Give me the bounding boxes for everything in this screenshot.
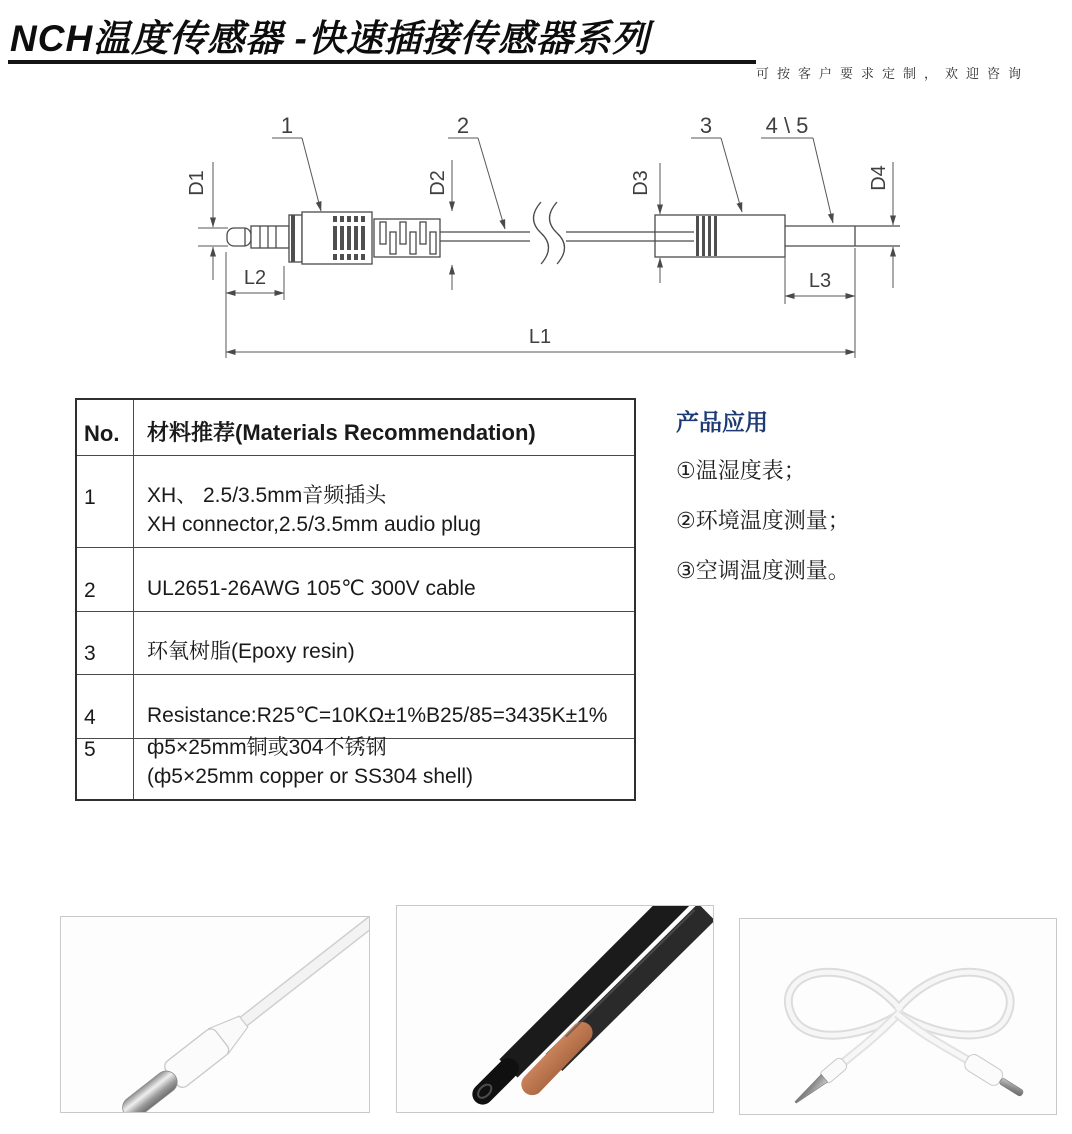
white-probe-sensor-image xyxy=(61,917,369,1112)
row-material-line1: UL2651-26AWG 105℃ 300V cable xyxy=(147,577,476,600)
table-header-row xyxy=(77,400,634,455)
svg-text:4 \ 5: 4 \ 5 xyxy=(765,113,809,138)
row-no: 5 xyxy=(77,739,134,799)
photo-white-cable-with-plug-and-probe xyxy=(739,918,1057,1115)
table-row xyxy=(77,738,634,799)
svg-text:D1: D1 xyxy=(186,170,208,196)
application-item: ②环境温度测量； xyxy=(676,508,850,533)
row-material-line2: (ф5×25mm copper or SS304 shell) xyxy=(147,765,474,788)
white-cable-bow-image xyxy=(740,919,1056,1114)
row-no: 1 xyxy=(77,456,134,547)
cable-break-wave xyxy=(550,202,565,264)
photo-white-probe-sensor xyxy=(60,916,370,1113)
sensor-dimension-diagram xyxy=(0,95,1072,365)
copper-and-epoxy-sensors-image xyxy=(397,906,713,1112)
plug-strain-relief xyxy=(374,219,440,257)
row-no: 2 xyxy=(77,548,134,611)
audio-plug-drawing xyxy=(227,212,440,264)
application-item: ③空调温度测量。 xyxy=(676,558,850,583)
row-material-line2: XH connector,2.5/3.5mm audio plug xyxy=(147,513,481,536)
row-material-line1: 环氧树脂(Epoxy resin) xyxy=(147,640,355,663)
materials-table xyxy=(75,398,636,801)
row-material-line1: XH、 2.5/3.5mm音频插头 xyxy=(147,484,387,507)
cable-drawing xyxy=(440,202,657,264)
svg-text:D3: D3 xyxy=(630,170,652,196)
table-row xyxy=(77,674,634,738)
applications-heading: 产品应用 xyxy=(676,409,768,435)
customize-note: 可按客户要求定制，欢迎咨询 xyxy=(756,66,1030,81)
row-material-line1: Resistance:R25℃=10KΩ±1%B25/85=3435K±1% xyxy=(147,704,608,727)
svg-text:D2: D2 xyxy=(427,170,449,196)
sensor-body-drawing xyxy=(655,215,900,257)
table-row xyxy=(77,455,634,547)
header-no: No. xyxy=(77,400,134,455)
svg-text:1: 1 xyxy=(280,113,294,138)
svg-text:L3: L3 xyxy=(808,270,832,292)
table-row xyxy=(77,611,634,674)
svg-text:L2: L2 xyxy=(243,267,267,289)
svg-text:2: 2 xyxy=(456,113,470,138)
photo-copper-and-epoxy-sensors xyxy=(396,905,714,1113)
row-material-line1: ф5×25mm铜或304不锈钢 xyxy=(147,736,387,759)
title-underline xyxy=(8,60,756,64)
row-no: 4 xyxy=(77,675,134,738)
cable-break-wave xyxy=(534,202,549,264)
row-no: 3 xyxy=(77,612,134,674)
page-title: NCH温度传感器 -快速插接传感器系列 xyxy=(10,18,650,59)
table-row xyxy=(77,547,634,611)
applications-section xyxy=(676,404,1006,604)
svg-text:D4: D4 xyxy=(868,165,890,191)
application-item: ①温湿度表； xyxy=(676,458,806,483)
header-material: 材料推荐(Materials Recommendation) xyxy=(147,420,536,445)
svg-text:L1: L1 xyxy=(528,326,552,348)
svg-text:3: 3 xyxy=(699,113,713,138)
